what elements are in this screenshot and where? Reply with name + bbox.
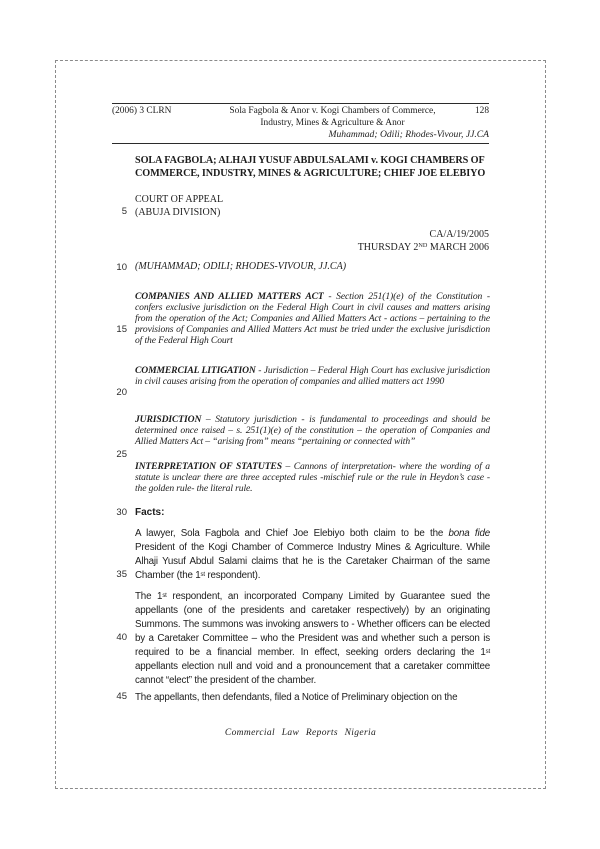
ordinal-suffix: st — [200, 571, 205, 578]
facts-p1-text: A lawyer, Sola Fagbola and Chief Joe Elebiyo both claim to be the — [135, 528, 449, 539]
case-number-block — [135, 229, 489, 254]
hearing-date-prefix: THURSDAY 2 — [357, 241, 419, 253]
page-number: 128 — [474, 106, 489, 116]
facts-p1-latin-phrase: bona fide — [448, 528, 490, 539]
court-block — [135, 194, 223, 219]
case-title-line1: SOLA FAGBOLA; ALHAJI YUSUF ABDULSALAMI v. KOGI CHAMBERS OF — [135, 155, 485, 166]
catchword-body: – Cannons of interpretation- where the wording of a statute is unclear there are three accepted rules -mischief rule or the rule in Heydon’s case - the golden rule- the literal rule. — [135, 461, 490, 494]
line-number-25: 25 — [116, 449, 127, 460]
hearing-date-ordinal: ND — [418, 242, 428, 250]
catchword-companies-allied-matters-act — [135, 291, 490, 346]
facts-p2-text: The 1 — [135, 591, 163, 602]
line-number-45: 45 — [116, 691, 127, 702]
catchword-body: – Statutory jurisdiction - is fundamental to proceedings and should be determined once raised – s. 251(1)(e) of the constitution – the operation of Companies and Allied Matters Act – “arising from” means “pertaining or connected with” — [135, 414, 490, 447]
catchword-body: - Section 251(1)(e) of the Constitution - confers exclusive jurisdiction on the Federal High Court in civil causes and matters arising from the operation of the Act; Companies and Allied Matters Act - actions – pertaining to the provisions of Companies and Allied Matters Act must be tried under the exclusive jurisdiction of the Federal High Court — [135, 291, 490, 346]
line-number-35: 35 — [116, 569, 127, 580]
case-title — [135, 155, 491, 180]
facts-paragraph-3: The appellants, then defendants, filed a Notice of Preliminary objection on the — [135, 692, 458, 703]
line-number-5: 5 — [121, 206, 127, 217]
hearing-date — [358, 242, 489, 253]
running-case-name — [204, 106, 461, 129]
catchword-heading: COMPANIES AND ALLIED MATTERS ACT — [135, 291, 324, 302]
line-number-40: 40 — [116, 632, 127, 643]
facts-p1-text: President of the Kogi Chamber of Commerce Industry Mines & Agriculture. While Alhaji Yusuf Abdul Salami claims that he is the Caretaker Chairman of the same Chamber (the 1 — [135, 542, 490, 581]
coram-line: (MUHAMMAD; ODILI; RHODES-VIVOUR, JJ.CA) — [135, 261, 347, 272]
catchword-commercial-litigation — [135, 365, 490, 387]
facts-p2-text: appellants election null and void and a pronouncement that a caretaker committee cannot “elect” the president of the chamber. — [135, 661, 490, 686]
facts-paragraph-1 — [135, 527, 490, 583]
catchword-body: - Jurisdiction – Federal High Court has exclusive jurisdiction in civil causes arising from the operation of companies and allied matters act 1990 — [135, 365, 490, 387]
running-header — [112, 106, 489, 129]
volume-citation: (2006) 3 CLRN — [112, 106, 172, 116]
case-number: CA/A/19/2005 — [429, 229, 489, 240]
line-number-15: 15 — [116, 324, 127, 335]
ordinal-suffix: st — [162, 592, 167, 599]
catchword-heading: INTERPRETATION OF STATUTES — [135, 461, 282, 472]
catchword-heading: COMMERCIAL LITIGATION — [135, 365, 256, 376]
line-number-10: 10 — [116, 262, 127, 273]
court-division: (ABUJA DIVISION) — [135, 206, 221, 218]
catchword-jurisdiction — [135, 414, 490, 447]
judges-line: Muhammad; Odili; Rhodes-Vivour, JJ.CA — [328, 129, 489, 140]
facts-p2-text: respondent, an incorporated Company Limited by Guarantee sued the appellants (one of the presidents and caretaker respectively) by an originating Summons. The summons was invoking answers to - Whether officers can be elected by a Caretaker Committee – who the President was and whether such a person is required to be a financial member. In effect, seeking orders declaring the 1 — [135, 591, 490, 658]
case-title-line2: COMMERCE, INDUSTRY, MINES & AGRICULTURE; CHIEF JOE ELEBIYO — [135, 167, 486, 179]
court-name: COURT OF APPEAL — [135, 194, 224, 205]
catchword-heading: JURISDICTION — [135, 414, 202, 425]
catchword-interpretation-of-statutes — [135, 461, 490, 494]
hearing-date-suffix: MARCH 2006 — [427, 241, 489, 253]
facts-paragraph-2 — [135, 590, 490, 688]
header-bottom-rule — [112, 143, 489, 144]
running-case-name-line2: Industry, Mines & Agriculture & Anor — [260, 117, 405, 128]
running-case-name-line1: Sola Fagbola & Anor v. Kogi Chambers of Commerce, — [229, 106, 436, 116]
publication-footer: Commercial Law Reports Nigeria — [224, 728, 377, 738]
header-top-rule — [112, 103, 489, 104]
line-number-20: 20 — [116, 387, 127, 398]
facts-heading: Facts: — [135, 507, 165, 518]
line-number-30: 30 — [116, 507, 127, 518]
ordinal-suffix: st — [485, 648, 490, 655]
facts-p1-text: respondent). — [204, 570, 261, 581]
